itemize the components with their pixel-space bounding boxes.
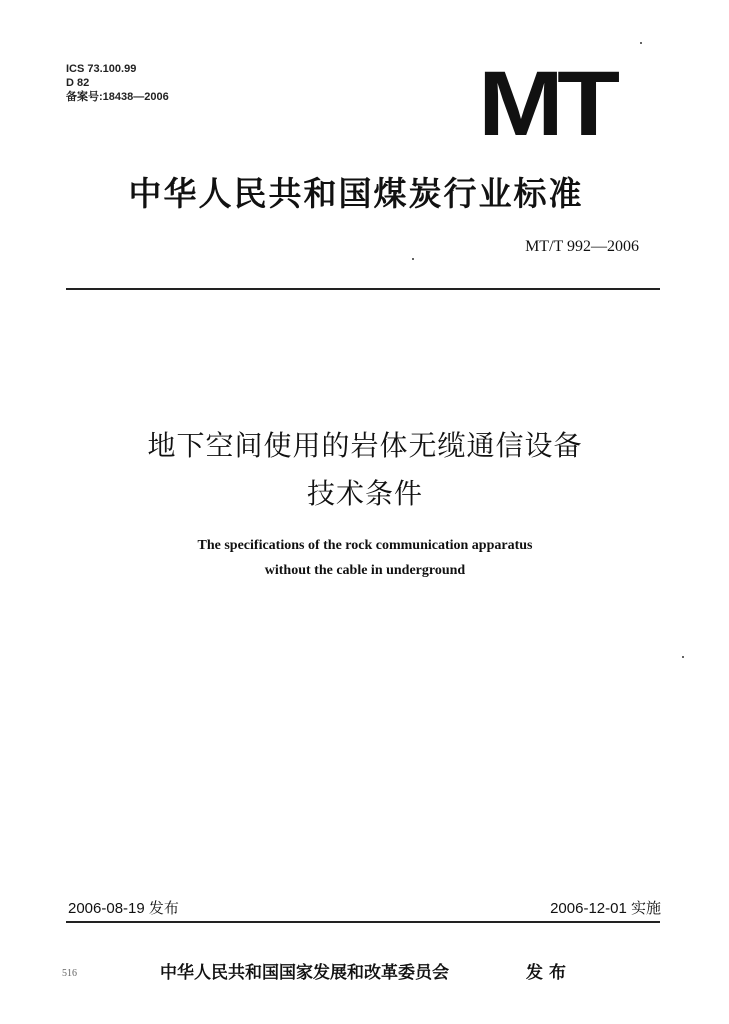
document-title-en-line2: without the cable in underground [264, 563, 466, 578]
scan-speck [412, 258, 414, 260]
publish-date: 2006-08-19 发布 [68, 900, 179, 917]
scan-speck [682, 656, 684, 658]
mt-logo: MT [478, 53, 614, 155]
scan-speck [640, 42, 642, 44]
filing-number: 备案号:18438—2006 [66, 91, 169, 103]
page-number: 516 [62, 968, 77, 979]
document-title-cn-line1: 地下空间使用的岩体无缆通信设备 [147, 429, 583, 462]
standard-number: MT/T 992—2006 [525, 238, 639, 255]
class-code: D 82 [66, 77, 90, 89]
ics-code: ICS 73.100.99 [66, 63, 137, 75]
classification-block [66, 62, 169, 104]
bottom-divider [66, 921, 660, 923]
document-title-cn-line2: 技术条件 [306, 477, 423, 510]
implement-date: 2006-12-01 实施 [550, 900, 661, 917]
standard-title: 中华人民共和国煤炭行业标准 [128, 174, 584, 213]
issue-label: 发布 [526, 963, 572, 983]
issuing-authority: 中华人民共和国国家发展和改革委员会 [160, 963, 449, 983]
top-divider [66, 288, 660, 290]
document-title-en-line1: The specifications of the rock communication apparatus [197, 538, 533, 553]
